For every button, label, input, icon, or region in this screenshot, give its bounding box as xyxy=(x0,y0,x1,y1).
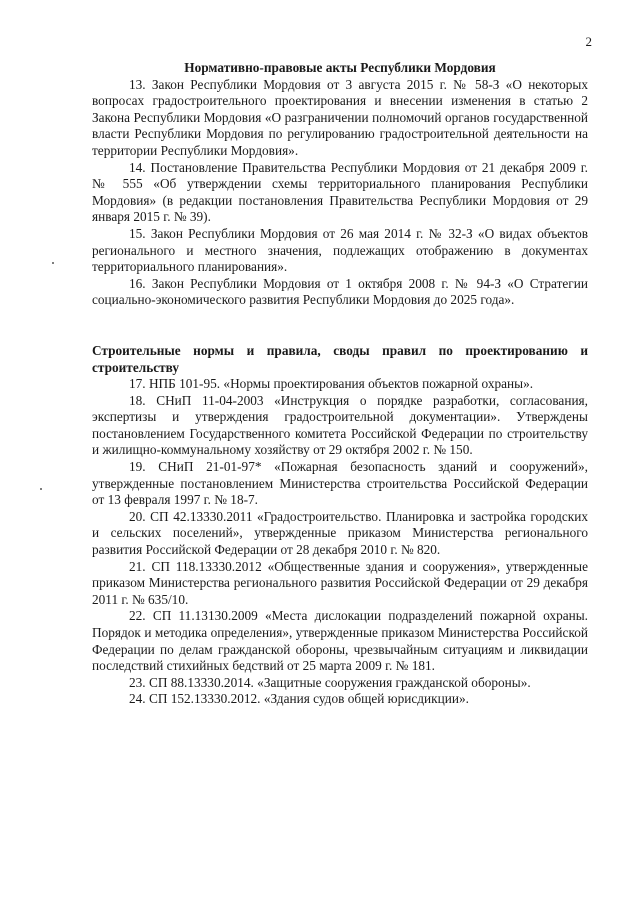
list-item-19: 19. СНиП 21-01-97* «Пожарная безопасность зданий и сооружений», утвержденные постановлением Министерства строительства Российской Федерации от 13 февраля 1997 г. № 18-7. xyxy=(92,459,588,508)
section-heading-regional-acts: Нормативно-правовые акты Республики Мордовия xyxy=(184,60,496,75)
list-item-20: 20. СП 42.13330.2011 «Градостроительство. Планировка и застройка городских и сельских поселений», утвержденные приказом Министерства регионального развития Российской Федерации от 28 декабря 2010 г. № 820. xyxy=(92,508,588,558)
list-item-21: 21. СП 118.13330.2012 «Общественные здания и сооружения», утвержденные приказом Министерства регионального развития Российской Федерации от 29 декабря 2011 г. № 635/10. xyxy=(92,558,588,607)
list-item-14: 14. Постановление Правительства Республики Мордовия от 21 декабря 2009 г. № 555 «Об утверждении схемы территориального планирования Республики Мордовия» (в редакции постановления Правительства Республики Мордовия от 29 января 2015 г. № 39). xyxy=(92,159,588,225)
document-body xyxy=(92,60,588,708)
list-item-24: 24. СП 152.13330.2012. «Здания судов общей юрисдикции». xyxy=(129,691,469,707)
scan-speck xyxy=(52,262,54,264)
list-item-23: 23. СП 88.13330.2014. «Защитные сооружения гражданской обороны». xyxy=(129,674,531,690)
section-spacer xyxy=(92,309,588,343)
list-item-16: 16. Закон Республики Мордовия от 1 октября 2008 г. № 94-З «О Стратегии социально-экономического развития Республики Мордовия до 2025 года». xyxy=(92,275,588,308)
list-item-17: 17. НПБ 101-95. «Нормы проектирования объектов пожарной охраны». xyxy=(129,376,534,392)
list-item-15: 15. Закон Республики Мордовия от 26 мая 2014 г. № 32-З «О видах объектов регионального и местного значения, подлежащих отображению в документах территориального планирования». xyxy=(92,225,588,275)
page-number: 2 xyxy=(585,34,592,49)
list-item-18: 18. СНиП 11-04-2003 «Инструкция о порядке разработки, согласования, экспертизы и утверждения градостроительной документации». Утверждены постановлением Государственного комитета Российской Федерации по строительству и жилищно-коммунальному хозяйству от 29 октября 2002 г. № 150. xyxy=(92,392,588,458)
list-item-13: 13. Закон Республики Мордовия от 3 августа 2015 г. № 58-З «О некоторых вопросах градостроительного проектирования и внесении изменения в статью 2 Закона Республики Мордовия «О разграничении полномочий органов государственной власти Республики Мордовия по регулированию градостроительной деятельности на территории Республики Мордовия». xyxy=(92,76,588,158)
list-item-22: 22. СП 11.13130.2009 «Места дислокации подразделений пожарной охраны. Порядок и методика определения», утвержденные приказом Министерства Российской Федерации по делам гражданской обороны, чрезвычайным ситуациям и ликвидации последствий стихийных бедствий от 25 марта 2009 г. № 181. xyxy=(92,608,588,674)
section-heading-building-codes: Строительные нормы и правила, своды правил по проектированию и строительству xyxy=(92,342,588,375)
scan-speck xyxy=(40,488,42,490)
